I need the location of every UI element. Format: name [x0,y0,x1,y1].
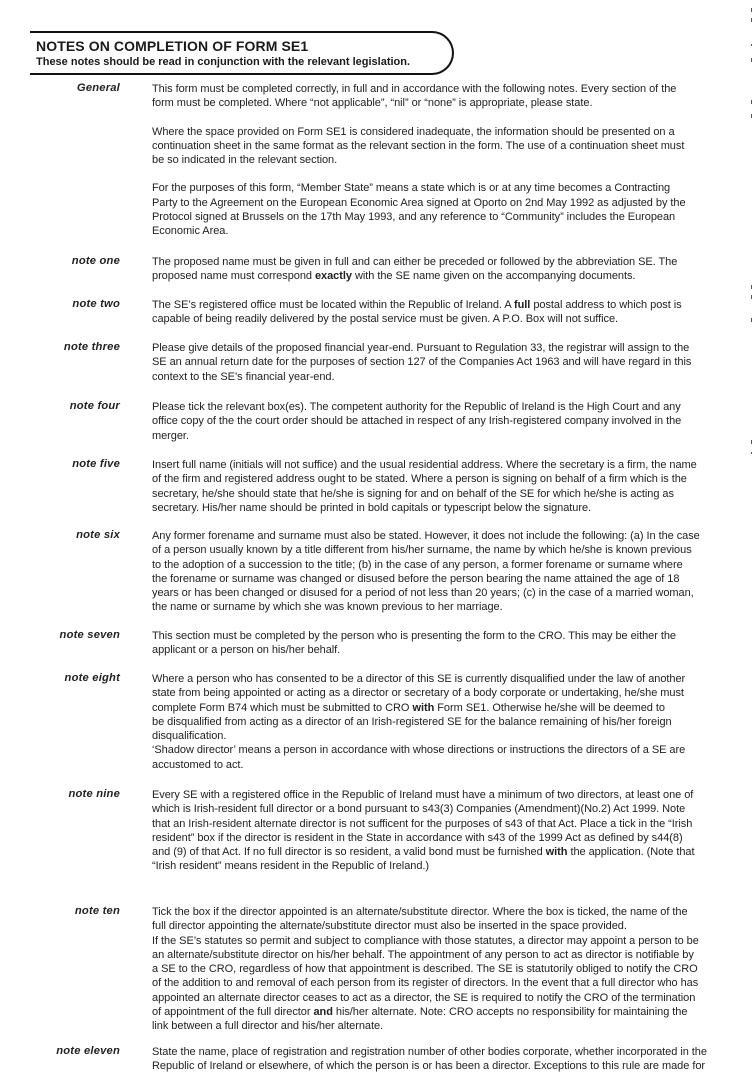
note-text-line: Please tick the relevant box(es). The competent authority for the Republic of Ireland is the High Court and any [152,401,681,413]
note-text-line: Economic Area. [152,225,229,238]
note-text-line [152,298,754,312]
text-segment: The SE’s registered office must be located within the Republic of Ireland. A [152,299,515,311]
note-text-line: an alternate/substitute director on his/her behalf. The appointment of any person to act as director is notifiable by [152,948,694,961]
note-text-line: capable of being readily delivered by the postal service must be given. A P.O. Box will not suffice. [152,313,619,326]
text-segment: the application. (Note that [567,846,695,859]
note-text-line: be disqualified from acting as a director of an Irish-registered SE for the balance remaining of his/her foreign [152,715,672,728]
text-segment: proposed name must correspond [152,270,315,283]
emphasis-text: with [545,846,568,859]
right-edge-marks [748,0,752,1073]
note-text-line: disqualification. [152,730,227,743]
text-segment: complete Form B74 which must be submitted to CRO [152,701,413,714]
emphasis-text: full [514,299,531,311]
note-text-line: be so indicated in the relevant section. [152,154,338,167]
note-text-line: link between a full director and his/her alternate. [152,1020,384,1033]
note-body [152,905,754,1034]
emphasis-text: with [412,701,435,714]
note-text-line: accustomed to act. [152,758,244,771]
note-text-line: resident” box if the director is resident in the State in accordance with s43 of the 1999 Act as defined by s44(8) [152,831,683,844]
note-label: note eleven [56,1045,120,1057]
note-text-line: This form must be completed correctly, in full and in accordance with the following notes. Every section of the [152,83,677,95]
note-text-line: of the firm and registered address ought to be stated. Where a person is signing on behalf of a firm which is the [152,473,687,486]
note-text-line: “Irish resident” means resident in the Republic of Ireland.) [152,860,430,873]
note-text-line: secretary. His/her name should be printed in bold capitals or typescript below the signature. [152,501,592,514]
note-text-line: continuation sheet in the same format as the relevant section in the form. The use of a continuation sheet must [152,139,685,152]
text-segment: and (9) of that Act. If no full director is so resident, a valid bond must be furnished [152,846,546,859]
note-text-line: SE an annual return date for the purposes of section 127 of the Companies Act 1963 and will have regard in this [152,356,692,369]
note-text-line: that an Irish-resident alternate director is not sufficent for the purposes of s43 of that Act. Place a tick in the “Irish [152,817,693,830]
note-text-line [152,701,754,715]
note-text-line: Insert full name (initials will not suffice) and the usual residential address. Where the secretary is a firm, the name [152,459,697,471]
note-body [152,629,754,658]
note-text-line: Where the space provided on Form SE1 is considered inadequate, the information should be presented on a [152,125,675,138]
note-text-line: state from being appointed or acting as a director or secretary of a body corporate or undertaking, he/she must [152,687,684,700]
note-text-line [152,845,754,859]
note-text-line: to the adoption of a succession to the title; (b) in the case of any person, a former forename or surname where [152,558,683,571]
note-text-line: secretary, he/she should state that he/she is signing for and on behalf of the SE for which he/she is acting as [152,487,674,500]
note-text-line: Protocol signed at Brussels on the 17th May 1993, and any reference to “Community” includes the European [152,211,676,224]
note-text-line: form must be completed. Where “not applicable”, “nil” or “none” is appropriate, please state. [152,97,593,110]
note-label: General [76,82,120,94]
note-label: note eight [64,672,120,684]
note-text-line: of the addition to and removal of each person from its register of directors. In the event that a full director who has [152,977,699,990]
note-text-line: appointed an alternate director ceases to act as a director, the SE is required to notify the CRO of the termination [152,991,696,1004]
note-text-line: For the purposes of this form, “Member State” means a state which is or at any time becomes a Contracting [152,182,671,195]
text-segment: postal address to which post is [530,299,682,311]
note-text-line: the name or surname by which she was known previous to her marriage. [152,601,503,614]
note-body [152,82,754,239]
note-text-line: the forename or surname was changed or disused before the person bearing the name attained the age of 18 [152,572,680,585]
note-text-line: years or has been changed or disused for a period of not less than 20 years; (c) in the case of a married woman, [152,587,694,600]
note-text-line: Please give details of the proposed financial year-end. Pursuant to Regulation 33, the registrar will assign to the [152,342,690,354]
note-text-line: If the SE’s statutes so permit and subject to compliance with those statutes, a director may appoint a person to be [152,934,699,947]
note-text-line: applicant or a person on his/her behalf. [152,644,341,657]
note-text-line: State the name, place of registration and registration number of other bodies corporate, whether incorporated in the [152,1046,707,1058]
note-body [152,298,754,327]
text-segment: with the SE name given on the accompanying documents. [351,270,636,283]
page-title: NOTES ON COMPLETION OF FORM SE1 [36,38,309,54]
page-subtitle: These notes should be read in conjunction with the relevant legislation. [36,56,411,68]
text-segment: of appointment of the full director [152,1006,314,1019]
note-body [152,341,754,384]
note-text-line: The proposed name must be given in full and can either be preceded or followed by the abbreviation SE. The [152,256,678,268]
note-body [152,788,754,874]
note-text-line [152,1005,754,1019]
note-label: note six [76,529,120,541]
note-text-line: Where a person who has consented to be a director of this SE is currently disqualified under the law of another [152,673,686,685]
note-body [152,400,754,443]
note-label: note three [63,341,120,353]
note-body [152,458,754,515]
text-segment: his/her alternate. Note: CRO accepts no responsibility for maintaining the [332,1006,688,1019]
note-text-line: This section must be completed by the person who is presenting the form to the CRO. This may be either the [152,630,676,642]
note-text-line: Republic of Ireland or elsewhere, of which the person is or has been a director. Exceptions to this rule are made for [152,1060,706,1073]
emphasis-text: and [313,1006,333,1019]
note-body [152,255,754,284]
note-label: note four [69,400,120,412]
note-text-line: office copy of the the court order should be attached in respect of any Irish-registered company involved in the [152,415,682,428]
note-label: note nine [68,788,120,800]
note-text-line: a SE to the CRO, regardless of how that appointment is described. The SE is statutorily obliged to notify the CRO [152,963,698,976]
note-label: note ten [74,905,120,917]
note-text-line: context to the SE’s financial year-end. [152,370,335,383]
note-text-line: Tick the box if the director appointed is an alternate/substitute director. Where the box is ticked, the name of the [152,906,688,918]
note-label: note one [71,255,120,267]
emphasis-text: exactly [314,270,352,283]
note-text-line: ‘Shadow director’ means a person in accordance with whose directions or instructions the directors of a SE are [152,744,686,757]
note-body [152,529,754,615]
note-text-line: of a person usually known by a title different from his/her surname, the name by which he/she is known previous [152,544,692,557]
note-text-line [152,269,754,283]
note-text-line: merger. [152,429,189,442]
note-text-line: Every SE with a registered office in the Republic of Ireland must have a minimum of two directors, at least one of [152,789,694,801]
note-body [152,1045,754,1074]
note-label: note two [72,298,120,310]
text-segment: Form SE1. Otherwise he/she will be deemed to [434,701,665,714]
note-label: note seven [59,629,120,641]
note-text-line: which is Irish-resident full director or a bond pursuant to s43(3) Companies (Amendment)(No.2) Act 1999. Note [152,803,686,816]
note-label: note five [72,458,120,470]
note-text-line: Any former forename and surname must also be stated. However, it does not include the following: (a) In the case [152,530,700,542]
note-text-line: Party to the Agreement on the European Economic Area signed at Oporto on 2nd May 1992 as adjusted by the [152,196,686,209]
note-body [152,672,754,772]
note-text-line: full director appointing the alternate/substitute director must also be inserted in the space provided. [152,920,627,933]
